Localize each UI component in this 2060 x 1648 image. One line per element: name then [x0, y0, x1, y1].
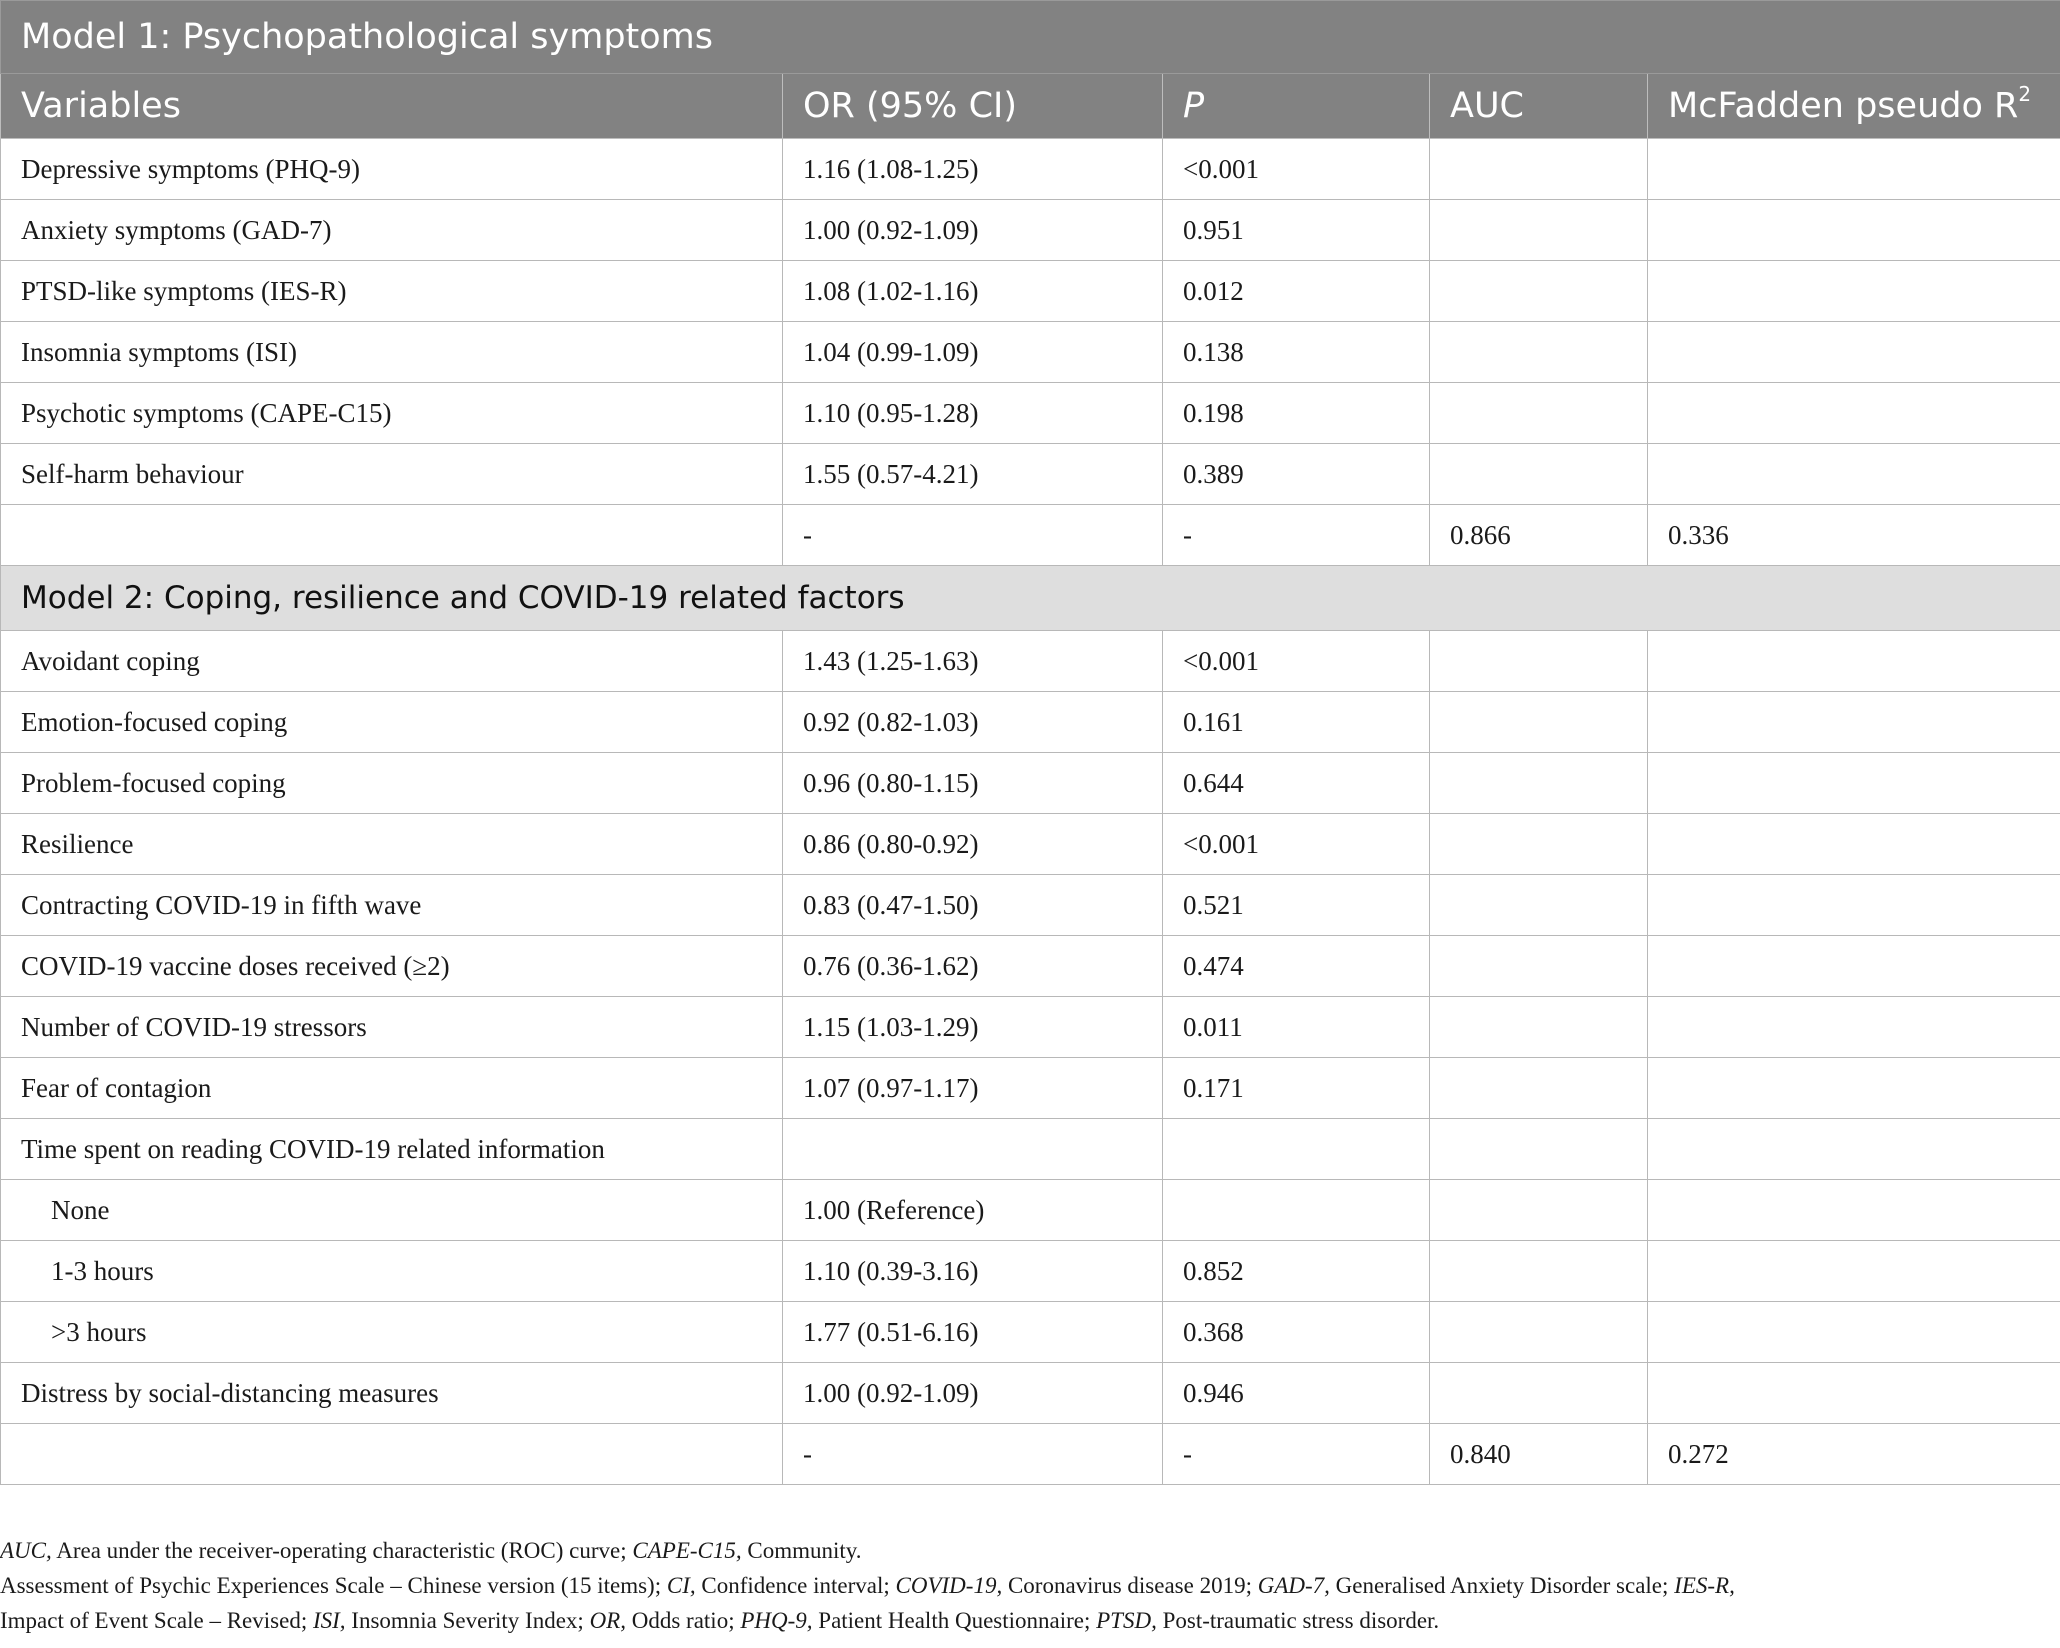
r2-cell — [1648, 322, 2060, 383]
footnote-abbreviation: COVID-19, — [895, 1573, 1003, 1598]
table-row — [1, 875, 2060, 936]
model1-title: Model 1: Psychopathological symptoms — [1, 1, 2060, 74]
variable-cell: Number of COVID-19 stressors — [1, 997, 783, 1058]
footnote-line-3 — [0, 1605, 2060, 1637]
auc-cell — [1430, 936, 1648, 997]
footnote-line-1 — [0, 1535, 2060, 1567]
table-row — [1, 753, 2060, 814]
r2-cell — [1648, 1119, 2060, 1180]
p-value-cell: 0.852 — [1163, 1241, 1430, 1302]
table-row — [1, 505, 2060, 566]
footnote-abbreviation: CAPE-C15, — [632, 1538, 742, 1563]
p-value-cell: 0.389 — [1163, 444, 1430, 505]
footnote-abbreviation: ISI, — [312, 1608, 346, 1633]
table-row — [1, 1058, 2060, 1119]
table-row — [1, 997, 2060, 1058]
r2-cell — [1648, 383, 2060, 444]
table-row — [1, 139, 2060, 200]
column-header-row — [1, 74, 2060, 139]
table-row — [1, 1180, 2060, 1241]
auc-cell — [1430, 1302, 1648, 1363]
variable-cell: Avoidant coping — [1, 631, 783, 692]
r2-cell — [1648, 875, 2060, 936]
r2-cell — [1648, 1058, 2060, 1119]
header-auc: AUC — [1430, 74, 1648, 139]
or-cell: - — [783, 505, 1163, 566]
variable-cell: COVID-19 vaccine doses received (≥2) — [1, 936, 783, 997]
p-value-cell: <0.001 — [1163, 814, 1430, 875]
footnote-definition: Post-traumatic stress disorder. — [1156, 1608, 1440, 1633]
auc-cell — [1430, 631, 1648, 692]
table-row — [1, 814, 2060, 875]
or-cell: 1.16 (1.08-1.25) — [783, 139, 1163, 200]
variable-cell: Insomnia symptoms (ISI) — [1, 322, 783, 383]
auc-cell — [1430, 383, 1648, 444]
or-cell: 0.96 (0.80-1.15) — [783, 753, 1163, 814]
p-value-cell: <0.001 — [1163, 631, 1430, 692]
footnote-definition: Area under the receiver-operating characteristic (ROC) curve; — [51, 1538, 633, 1563]
footnote-definition: Coronavirus disease 2019; — [1002, 1573, 1258, 1598]
r2-cell — [1648, 631, 2060, 692]
r2-cell — [1648, 200, 2060, 261]
r2-cell — [1648, 139, 2060, 200]
footnote-definition: Community. — [741, 1538, 862, 1563]
footnote-abbreviation: PTSD, — [1096, 1608, 1157, 1633]
variable-cell: Depressive symptoms (PHQ-9) — [1, 139, 783, 200]
r2-cell: 0.336 — [1648, 505, 2060, 566]
p-value-cell: 0.946 — [1163, 1363, 1430, 1424]
auc-cell — [1430, 1119, 1648, 1180]
or-cell: 1.55 (0.57-4.21) — [783, 444, 1163, 505]
footnote-line-2 — [0, 1570, 2060, 1602]
auc-cell: 0.866 — [1430, 505, 1648, 566]
or-cell: 1.00 (0.92-1.09) — [783, 1363, 1163, 1424]
footnote-abbreviation: OR, — [589, 1608, 626, 1633]
variable-cell: Time spent on reading COVID-19 related information — [1, 1119, 783, 1180]
auc-cell — [1430, 261, 1648, 322]
header-r2-text: McFadden pseudo R — [1668, 86, 2019, 126]
auc-cell — [1430, 322, 1648, 383]
variable-cell: Emotion-focused coping — [1, 692, 783, 753]
footnote-abbreviation: PHQ-9, — [740, 1608, 813, 1633]
variable-cell: >3 hours — [1, 1302, 783, 1363]
variable-cell: Problem-focused coping — [1, 753, 783, 814]
variable-cell: Contracting COVID-19 in fifth wave — [1, 875, 783, 936]
table-row — [1, 1424, 2060, 1485]
variable-cell: Psychotic symptoms (CAPE-C15) — [1, 383, 783, 444]
p-value-cell: 0.012 — [1163, 261, 1430, 322]
or-cell — [783, 1119, 1163, 1180]
footnote-definition: Assessment of Psychic Experiences Scale – Chinese version (15 items); — [0, 1573, 667, 1598]
table-row — [1, 1302, 2060, 1363]
footnote-definition: Odds ratio; — [625, 1608, 741, 1633]
auc-cell — [1430, 200, 1648, 261]
variable-cell: Fear of contagion — [1, 1058, 783, 1119]
variable-cell: Resilience — [1, 814, 783, 875]
footnote-abbreviation: IES-R, — [1674, 1573, 1735, 1598]
auc-cell: 0.840 — [1430, 1424, 1648, 1485]
header-r2 — [1648, 74, 2060, 139]
or-cell: 0.83 (0.47-1.50) — [783, 875, 1163, 936]
or-cell: - — [783, 1424, 1163, 1485]
model2-title-row — [1, 566, 2060, 631]
variable-cell: PTSD-like symptoms (IES-R) — [1, 261, 783, 322]
table-row — [1, 444, 2060, 505]
r2-cell — [1648, 692, 2060, 753]
auc-cell — [1430, 1180, 1648, 1241]
table-row — [1, 936, 2060, 997]
or-cell: 1.15 (1.03-1.29) — [783, 997, 1163, 1058]
header-or: OR (95% CI) — [783, 74, 1163, 139]
or-cell: 1.77 (0.51-6.16) — [783, 1302, 1163, 1363]
r2-cell: 0.272 — [1648, 1424, 2060, 1485]
auc-cell — [1430, 875, 1648, 936]
footnote-definition: Generalised Anxiety Disorder scale; — [1329, 1573, 1675, 1598]
model1-title-row — [1, 1, 2060, 74]
r2-cell — [1648, 814, 2060, 875]
p-value-cell: 0.474 — [1163, 936, 1430, 997]
model2-title: Model 2: Coping, resilience and COVID-19 related factors — [1, 566, 2060, 631]
auc-cell — [1430, 1058, 1648, 1119]
or-cell: 1.10 (0.39-3.16) — [783, 1241, 1163, 1302]
variable-cell: 1-3 hours — [1, 1241, 783, 1302]
p-value-cell: 0.011 — [1163, 997, 1430, 1058]
table-row — [1, 1119, 2060, 1180]
or-cell: 1.00 (Reference) — [783, 1180, 1163, 1241]
or-cell: 0.92 (0.82-1.03) — [783, 692, 1163, 753]
auc-cell — [1430, 692, 1648, 753]
table-row — [1, 261, 2060, 322]
or-cell: 1.07 (0.97-1.17) — [783, 1058, 1163, 1119]
p-value-cell: <0.001 — [1163, 139, 1430, 200]
variable-cell: Anxiety symptoms (GAD-7) — [1, 200, 783, 261]
footnote-definition: Insomnia Severity Index; — [345, 1608, 590, 1633]
footnote-abbreviation: AUC, — [0, 1538, 52, 1563]
p-value-cell: 0.171 — [1163, 1058, 1430, 1119]
or-cell: 1.00 (0.92-1.09) — [783, 200, 1163, 261]
auc-cell — [1430, 814, 1648, 875]
header-p: P — [1163, 74, 1430, 139]
or-cell: 1.04 (0.99-1.09) — [783, 322, 1163, 383]
r2-cell — [1648, 936, 2060, 997]
r2-cell — [1648, 753, 2060, 814]
table-row — [1, 1363, 2060, 1424]
table-row — [1, 200, 2060, 261]
table-row — [1, 322, 2060, 383]
variable-cell — [1, 1424, 783, 1485]
variable-cell: Distress by social-distancing measures — [1, 1363, 783, 1424]
auc-cell — [1430, 1363, 1648, 1424]
header-variables: Variables — [1, 74, 783, 139]
or-cell: 1.10 (0.95-1.28) — [783, 383, 1163, 444]
p-value-cell — [1163, 1180, 1430, 1241]
r2-cell — [1648, 444, 2060, 505]
table-row — [1, 631, 2060, 692]
table-row — [1, 383, 2060, 444]
auc-cell — [1430, 139, 1648, 200]
r2-cell — [1648, 261, 2060, 322]
or-cell: 0.86 (0.80-0.92) — [783, 814, 1163, 875]
footnote-definition: Patient Health Questionnaire; — [812, 1608, 1097, 1633]
footnote-definition: Confidence interval; — [695, 1573, 896, 1598]
table-footnote — [0, 1535, 2060, 1637]
p-value-cell — [1163, 1119, 1430, 1180]
auc-cell — [1430, 1241, 1648, 1302]
auc-cell — [1430, 997, 1648, 1058]
variable-cell: None — [1, 1180, 783, 1241]
p-value-cell: - — [1163, 505, 1430, 566]
r2-cell — [1648, 997, 2060, 1058]
footnote-abbreviation: CI, — [666, 1573, 696, 1598]
p-value-cell: 0.161 — [1163, 692, 1430, 753]
table-row — [1, 692, 2060, 753]
p-value-cell: 0.951 — [1163, 200, 1430, 261]
header-r2-superscript: 2 — [2018, 82, 2032, 106]
or-cell: 0.76 (0.36-1.62) — [783, 936, 1163, 997]
r2-cell — [1648, 1302, 2060, 1363]
or-cell: 1.43 (1.25-1.63) — [783, 631, 1163, 692]
p-value-cell: 0.198 — [1163, 383, 1430, 444]
table-row — [1, 1241, 2060, 1302]
p-value-cell: 0.644 — [1163, 753, 1430, 814]
footnote-abbreviation: GAD-7, — [1257, 1573, 1330, 1598]
variable-cell — [1, 505, 783, 566]
p-value-cell: 0.138 — [1163, 322, 1430, 383]
variable-cell: Self-harm behaviour — [1, 444, 783, 505]
p-value-cell: 0.368 — [1163, 1302, 1430, 1363]
p-value-cell: - — [1163, 1424, 1430, 1485]
footnote-definition: Impact of Event Scale – Revised; — [0, 1608, 313, 1633]
or-cell: 1.08 (1.02-1.16) — [783, 261, 1163, 322]
auc-cell — [1430, 444, 1648, 505]
r2-cell — [1648, 1363, 2060, 1424]
auc-cell — [1430, 753, 1648, 814]
r2-cell — [1648, 1241, 2060, 1302]
r2-cell — [1648, 1180, 2060, 1241]
p-value-cell: 0.521 — [1163, 875, 1430, 936]
